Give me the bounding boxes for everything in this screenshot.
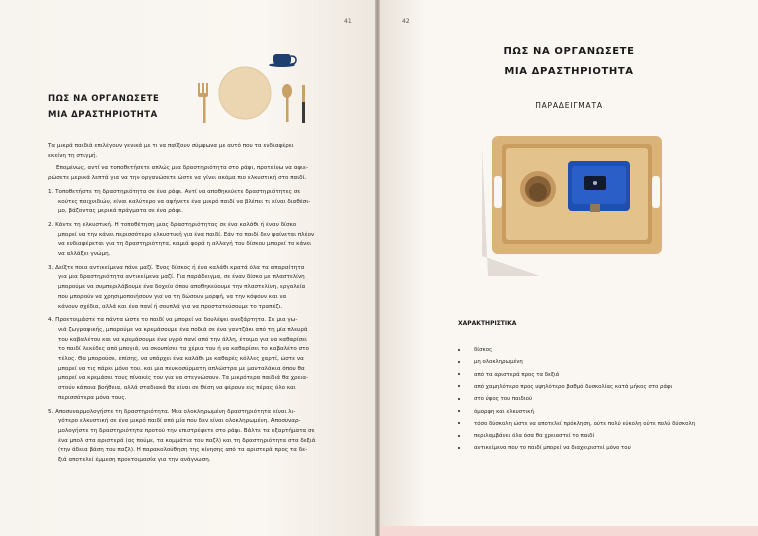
left-body-line: μολογήστε τη δραστηριότητα προτού την επιστρέψετε στο ράφι. Βάλτε τα εξαρτήματα σε [58,427,315,434]
left-body-line: να ενδιαφέρεται για τη δραστηριότητα, καμιά φορά η αλλαγή του δίσκου μπορεί το κάνει [58,241,312,248]
feature-label: αντικείμενα που το παιδί μπορεί να διαχειριστεί μόνο του [474,445,631,452]
bowl-icon [520,171,556,207]
page-number-left: 41 [344,18,352,25]
bullet-icon [458,410,460,412]
left-body-line: μπορεί να κρεμάσει τους πίνακές του για να στεγνώσουν. Τα μικρότερα παιδιά θα χρεια- [58,375,309,382]
feature-item [458,421,695,427]
feature-label: περιλαμβάνει όλα όσα θα χρειαστεί το παιδί [474,433,595,440]
left-body-line: κούτες παιχνιδιών, είναι καλύτερο να αφήνετε ένα μικρό παιδί να βλέπει τι είναι διαθέσι- [58,198,311,205]
bullet-icon [458,435,460,437]
left-body-line: 2. Κάντε τη ελκυστική. Η τοποθέτηση μιας δραστηριότητας σε ένα καλάθι ή έναν δίσκο [48,221,297,228]
left-body-line: ρώσετε μερικά λεπτά για να την οργανώσετε ώστε να γίνει ακόμα πιο ελκυστική στο παιδί. [48,175,307,182]
bullet-icon [458,349,460,351]
feature-item [458,433,594,439]
left-body-line: μπορεί να την κάνει περισσότερο ελκυστική για ένα παιδί. Εάν το παιδί δεν φαίνεται πλέον [58,231,315,238]
feature-label: στο ύψος του παιδιού [474,396,533,403]
feature-label: δίσκος [474,347,493,353]
blue-lock-box-icon [568,161,630,212]
left-body-line: 1. Τοποθετήστε τη δραστηριότητα σε ένα ράφι. Αντί να αποθηκεύετε δραστηριότητες σε [48,188,301,195]
left-body-line: 4. Προετοιμάστε τα πάντα ώστε το παιδί να μπορεί να δουλέψει ανεξάρτητα. Σε μια γω- [48,317,298,324]
left-body-line: (την άδεια βάση του παζλ). Η παρακολούθηση της κίνησης από τα αριστερά προς τα δε- [58,447,308,454]
left-body-line: κάνουν σχέδια, αλλά και ένα πανί ή σουπλά για να προστατεύσουμε το τραπέζι. [58,303,283,310]
left-body-line: του καβαλέτου και να κρεμάσουμε ένα υγρό πανί από την άλλη, έτοιμο για να καθαρίσει [58,336,308,343]
left-body-line: εκείνη τη στιγμή. [48,152,98,159]
right-page [380,0,758,536]
left-body-line: 5. Αποσυναρμολογήστε τη δραστηριότητα. Μια ολοκληρωμένη δραστηριότητα είναι λι- [48,408,296,415]
left-body-line: ένα μπολ στα αριστερά (ας πούμε, τα κομμάτια του παζλ) και τη δραστηριότητα στα δεξιά [58,437,316,444]
bullet-icon [458,385,460,387]
feature-label: από χαμηλότερο προς υψηλότερο βαθμό δυσκολίας κατά μήκος στο ράφι [474,383,673,390]
feature-item [458,359,523,365]
feature-item [458,409,534,415]
knife-icon [302,85,305,123]
bullet-icon [458,398,460,400]
left-title-line2: ΜΙΑ ΔΡΑΣΤΗΡΙΟΤΗΤΑ [48,110,158,120]
left-body-line: ξιά αποτελεί έμμεση προετοιμασία για την ανάγνωση. [58,457,211,463]
left-body-line: Τα μικρά παιδιά επιλέγουν γενικά με τι να παίξουν σύμφωνα με αυτό που τα ενδιαφέρει [48,143,294,149]
left-body-line: για μια δραστηριότητα αντικείμενα μαζί. Για παράδειγμα, σε έναν δίσκο με πλαστελίνη [58,274,305,281]
left-page [0,0,375,536]
examples-subtitle: ΠΑΡΑΔΕΙΓΜΑΤΑ [535,101,603,110]
right-title-line2: ΜΙΑ ΔΡΑΣΤΗΡΙΟΤΗΤΑ [504,66,634,77]
left-body-line: να αλλάξει γνώμη. [58,251,111,257]
left-body-line: το παιδί λεκέδες από μπογιά, να σκουπίσει τα χέρια του ή να καθαρίσει το καβαλέτο στο [58,346,309,353]
feature-item [458,445,631,451]
page-number-right: 42 [402,18,410,25]
feature-label: όμορφη και ελκυστική [474,408,534,415]
left-title-line1: ΠΩΣ ΝΑ ΟΡΓΑΝΩΣΕΤΕ [48,94,160,104]
feature-item [458,347,492,353]
left-body-line: στούν κάποια βοήθεια, αλλά σταδιακά θα είναι σε θέση να φέρουν εις πέρας όλο και [58,385,296,392]
feature-item [458,372,559,378]
features-heading: ΧΑΡΑΚΤΗΡΙΣΤΙΚΑ [458,320,517,327]
left-body-line: μο, βάζοντας μερικά πράγματα σε ένα ράφι. [58,208,183,215]
left-body-line: 3. Δείξτε ποια αντικείμενα πάνε μαζί. Ένας δίσκος ή ένα καλάθι κρατά όλα τα απαραίτητα [48,264,305,271]
feature-label: από τα αριστερά προς τα δεξιά [474,371,560,378]
bullet-icon [458,361,460,363]
left-body-line: που μπορούν να χρησιμοποιήσουν για να τη δώσουν μορφή, να την κόψουν και να [58,293,287,300]
bullet-icon [458,422,460,424]
tableware-illustration [185,45,315,130]
tray-activity-photo [480,126,670,276]
right-title-line1: ΠΩΣ ΝΑ ΟΡΓΑΝΩΣΕΤΕ [503,46,635,57]
feature-item [458,396,532,402]
spoon-icon [282,84,292,122]
left-body-line: Επομένως, αντί να τοποθετήσετε απλώς μια δραστηριότητα στο ράφι, προτείνω να αφιε- [56,165,309,172]
fork-icon [198,83,208,123]
cup-icon [269,54,296,67]
plate-icon [219,67,271,119]
left-body-line: νιά ζωγραφικής, μπορούμε να κρεμάσουμε ένα ποδιά σε ένα γαντζάκι από τη μία πλευρά [58,326,308,333]
feature-label: τόσο δύσκολη ώστε να αποτελεί πρόκληση, ούτε πολύ εύκολη ούτε πολύ δύσκολη [474,420,696,427]
feature-item [458,384,672,390]
left-body-line: περισσότερα μόνα τους. [58,394,127,401]
feature-label: μη ολοκληρωμένη [474,359,523,366]
left-body-line: γότερο ελκυστική σε ένα μικρό παιδί από μία που δεν είναι ολοκληρωμένη. Αποσυναρ- [58,418,301,425]
left-body-line: μπορεί να τις πάρει μόνο του, και μια πευκοσύρματη απλώστρα με μανταλάκια όπου θα [58,365,305,372]
bottom-accent-band [380,526,758,536]
left-body-line: μπορούμε να συμπεριλάβουμε ένα δοχείο όπου αποθηκεύουμε την πλαστελίνη, εργαλεία [58,284,306,291]
bullet-icon [458,447,460,449]
left-body-line: τέλος. Θα μπορούσε, επίσης, να υπάρχει ένα καλάθι με καθαρές κόλλες χαρτί, ώστε να [58,356,304,362]
bullet-icon [458,373,460,375]
